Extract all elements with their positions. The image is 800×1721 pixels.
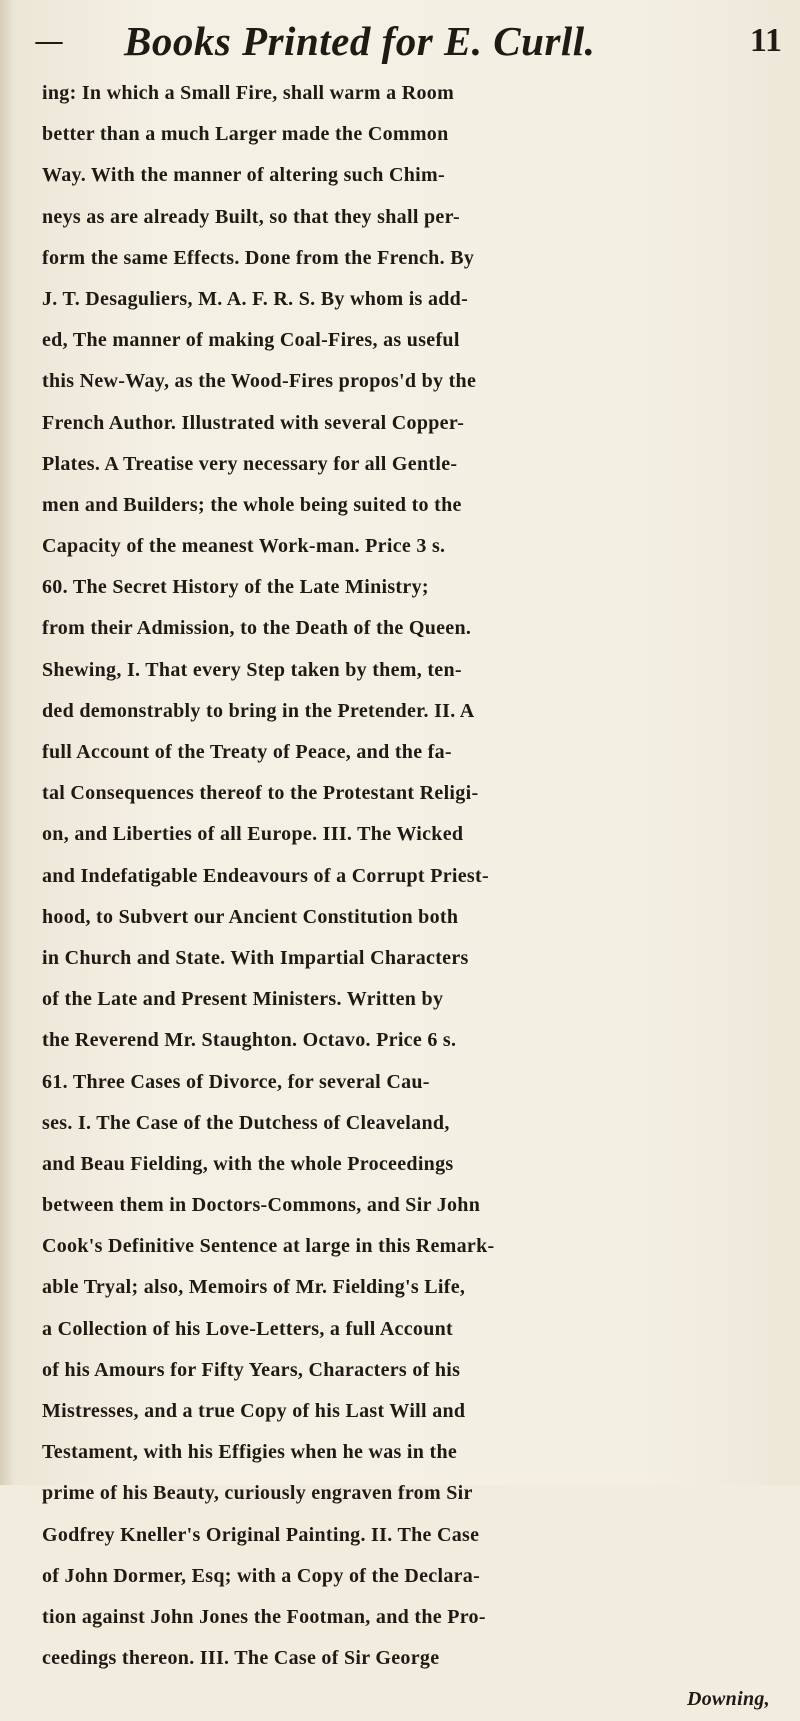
text-line: of the Late and Present Ministers. Written by xyxy=(42,988,444,1011)
text-line: on, and Liberties of all Europe. III. The Wicked xyxy=(42,823,464,846)
text-line: of John Dormer, Esq; with a Copy of the Declara- xyxy=(42,1564,481,1587)
text-line: Plates. A Treatise very necessary for all Gentle- xyxy=(42,452,458,475)
text-line: ded demonstrably to bring in the Pretender. II. A xyxy=(42,699,475,722)
text-line: ed, The manner of making Coal-Fires, as useful xyxy=(42,329,460,352)
text-line: from their Admission, to the Death of the Queen. xyxy=(42,617,472,640)
header-dash: — xyxy=(34,23,64,59)
text-line: tal Consequences thereof to the Protestant Religi- xyxy=(42,782,479,805)
text-line: French Author. Illustrated with several Copper- xyxy=(42,411,465,434)
body-text xyxy=(42,73,800,1721)
text-line: better than a much Larger made the Common xyxy=(42,123,449,146)
text-line: tion against John Jones the Footman, and the Pro- xyxy=(42,1605,486,1628)
text-line: hood, to Subvert our Ancient Constitution both xyxy=(42,905,459,928)
page-number: 11 xyxy=(749,22,782,59)
text-line: men and Builders; the whole being suited to the xyxy=(42,493,462,516)
text-line: Shewing, I. That every Step taken by them, ten- xyxy=(42,658,462,681)
running-title: Books Printed for E. Curll. xyxy=(124,18,596,64)
text-line: Way. With the manner of altering such Chim- xyxy=(42,164,445,187)
text-line: prime of his Beauty, curiously engraven from Sir xyxy=(42,1482,473,1505)
text-line: Cook's Definitive Sentence at large in this Remark- xyxy=(42,1235,495,1258)
page-gutter xyxy=(0,0,14,1485)
text-line: full Account of the Treaty of Peace, and the fa- xyxy=(42,741,452,763)
text-line: in Church and State. With Impartial Characters xyxy=(42,946,469,969)
text-line: 61. Three Cases of Divorce, for several Cau- xyxy=(42,1070,430,1093)
text-line: the Reverend Mr. Staughton. Octavo. Price 6 s. xyxy=(42,1029,457,1052)
text-line: Capacity of the meanest Work-man. Price 3 s. xyxy=(42,535,446,558)
text-line: and Indefatigable Endeavours of a Corrupt Priest- xyxy=(42,864,489,887)
text-line: ses. I. The Case of the Dutchess of Cleaveland, xyxy=(42,1111,450,1134)
page-header xyxy=(30,8,790,74)
text-line: form the same Effects. Done from the French. By xyxy=(42,246,475,269)
text-line: Godfrey Kneller's Original Painting. II. The Case xyxy=(42,1523,480,1546)
text-line: 60. The Secret History of the Late Ministry; xyxy=(42,576,429,599)
text-line: Mistresses, and a true Copy of his Last Will and xyxy=(42,1400,466,1422)
text-line: Testament, with his Effigies when he was in the xyxy=(42,1441,458,1464)
text-line: of his Amours for Fifty Years, Characters of his xyxy=(42,1358,461,1381)
text-line: able Tryal; also, Memoirs of Mr. Fielding's Life, xyxy=(42,1276,466,1299)
text-line: ceedings thereon. III. The Case of Sir George xyxy=(42,1647,440,1670)
text-line: ing: In which a Small Fire, shall warm a Room xyxy=(42,82,455,104)
catchword: Downing, xyxy=(687,1688,770,1711)
text-line: neys as are already Built, so that they shall per- xyxy=(42,205,460,228)
text-line: between them in Doctors-Commons, and Sir John xyxy=(42,1194,481,1217)
text-line: this New-Way, as the Wood-Fires propos'd by the xyxy=(42,370,477,393)
text-line: J. T. Desaguliers, M. A. F. R. S. By whom is add- xyxy=(42,287,469,310)
text-line: a Collection of his Love-Letters, a full Account xyxy=(42,1317,454,1340)
text-line: and Beau Fielding, with the whole Proceedings xyxy=(42,1152,454,1175)
